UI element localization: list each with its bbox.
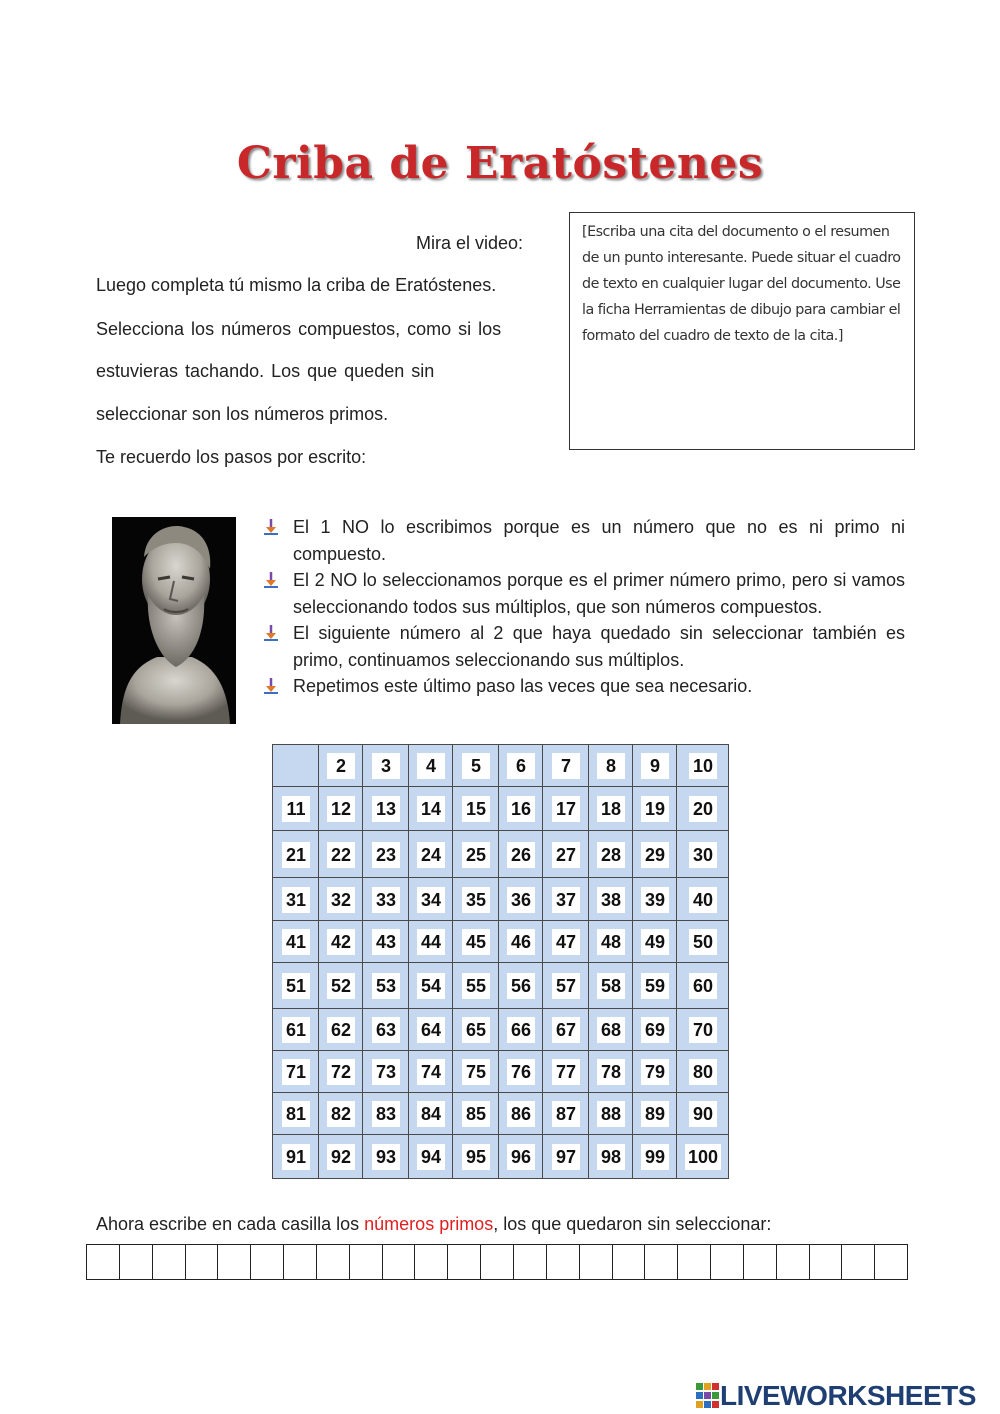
eratosthenes-portrait xyxy=(112,517,236,724)
intro-line-4: seleccionar son los números primos. xyxy=(96,404,389,424)
grid-number: 14 xyxy=(417,796,445,822)
grid-cell[interactable] xyxy=(452,877,499,921)
grid-number: 27 xyxy=(552,842,580,868)
grid-cell[interactable] xyxy=(408,877,453,921)
grid-number: 24 xyxy=(417,842,445,868)
grid-cell[interactable] xyxy=(676,1134,729,1179)
step-item xyxy=(262,620,905,673)
grid-cell[interactable] xyxy=(676,1008,729,1051)
grid-cell[interactable] xyxy=(542,1008,589,1051)
answer-box[interactable] xyxy=(841,1245,874,1279)
grid-number: 60 xyxy=(689,973,717,999)
grid-number: 23 xyxy=(372,842,400,868)
grid-number: 81 xyxy=(282,1101,310,1127)
grid-number: 37 xyxy=(552,887,580,913)
grid-cell[interactable] xyxy=(632,1008,677,1051)
grid-cell[interactable] xyxy=(452,962,499,1009)
answer-boxes xyxy=(86,1244,908,1280)
grid-number: 49 xyxy=(641,929,669,955)
grid-number: 85 xyxy=(462,1101,490,1127)
grid-cell[interactable] xyxy=(318,920,363,963)
answer-box[interactable] xyxy=(414,1245,447,1279)
grid-cell[interactable] xyxy=(542,920,589,963)
grid-cell[interactable] xyxy=(318,962,363,1009)
grid-number: 19 xyxy=(641,796,669,822)
grid-cell[interactable] xyxy=(318,1008,363,1051)
grid-number: 76 xyxy=(507,1059,535,1085)
grid-cell[interactable] xyxy=(272,1050,319,1093)
grid-number: 42 xyxy=(327,929,355,955)
answer-box[interactable] xyxy=(644,1245,677,1279)
grid-cell[interactable] xyxy=(542,962,589,1009)
grid-number: 44 xyxy=(417,929,445,955)
grid-cell[interactable] xyxy=(498,877,543,921)
grid-number: 56 xyxy=(507,973,535,999)
prompt-text-before: Ahora escribe en cada casilla los xyxy=(96,1214,365,1234)
grid-cell[interactable] xyxy=(542,786,589,831)
grid-cell[interactable] xyxy=(452,786,499,831)
step-text: El 2 NO lo seleccionamos porque es el primer número primo, pero si vamos seleccionando todos sus múltiplos, que son números compuestos. xyxy=(293,570,905,617)
grid-number: 26 xyxy=(507,842,535,868)
grid-cell[interactable] xyxy=(452,1092,499,1135)
grid-cell[interactable] xyxy=(362,786,409,831)
step-text: El siguiente número al 2 que haya quedado sin seleccionar también es primo, continuamos seleccionando sus múltiplos. xyxy=(293,623,905,670)
grid-number: 73 xyxy=(372,1059,400,1085)
grid-number: 100 xyxy=(685,1144,721,1170)
grid-cell[interactable] xyxy=(676,920,729,963)
grid-cell[interactable] xyxy=(362,1134,409,1179)
grid-number: 31 xyxy=(282,887,310,913)
grid-cell[interactable] xyxy=(498,1008,543,1051)
grid-number: 32 xyxy=(327,887,355,913)
answer-box[interactable] xyxy=(612,1245,645,1279)
grid-cell[interactable] xyxy=(542,744,589,787)
grid-number: 25 xyxy=(462,842,490,868)
grid-number: 7 xyxy=(552,753,580,779)
grid-number: 46 xyxy=(507,929,535,955)
grid-cell[interactable] xyxy=(632,920,677,963)
prompt-highlight: números primos xyxy=(364,1214,494,1234)
grid-cell[interactable] xyxy=(676,830,729,878)
grid-number: 55 xyxy=(462,973,490,999)
grid-number: 86 xyxy=(507,1101,535,1127)
grid-number: 62 xyxy=(327,1017,355,1043)
grid-cell[interactable] xyxy=(632,744,677,787)
grid-cell[interactable] xyxy=(362,962,409,1009)
grid-number: 28 xyxy=(597,842,625,868)
step-text: El 1 NO lo escribimos porque es un número que no es ni primo ni compuesto. xyxy=(293,517,905,564)
grid-cell[interactable] xyxy=(408,1134,453,1179)
intro-line-1: Luego completa tú mismo la criba de Eratóstenes. xyxy=(96,275,497,295)
grid-cell[interactable] xyxy=(272,920,319,963)
grid-number: 11 xyxy=(282,796,310,822)
grid-number: 91 xyxy=(282,1144,310,1170)
grid-number: 58 xyxy=(597,973,625,999)
grid-cell[interactable] xyxy=(588,1050,633,1093)
grid-cell[interactable] xyxy=(498,920,543,963)
grid-number: 87 xyxy=(552,1101,580,1127)
grid-number: 96 xyxy=(507,1144,535,1170)
grid-cell[interactable] xyxy=(676,962,729,1009)
answer-box[interactable] xyxy=(513,1245,546,1279)
grid-cell[interactable] xyxy=(676,744,729,787)
logo-text: LIVEWORKSHEETS xyxy=(720,1380,976,1411)
grid-cell[interactable] xyxy=(588,1008,633,1051)
grid-cell[interactable] xyxy=(542,830,589,878)
grid-cell[interactable] xyxy=(498,962,543,1009)
answer-box[interactable] xyxy=(87,1245,119,1279)
grid-number: 43 xyxy=(372,929,400,955)
grid-cell[interactable] xyxy=(272,830,319,878)
grid-cell[interactable] xyxy=(272,1092,319,1135)
grid-number: 95 xyxy=(462,1144,490,1170)
grid-cell[interactable] xyxy=(452,920,499,963)
grid-cell[interactable] xyxy=(408,1008,453,1051)
answer-box[interactable] xyxy=(710,1245,743,1279)
grid-cell[interactable] xyxy=(318,1134,363,1179)
grid-cell[interactable] xyxy=(408,786,453,831)
bust-image xyxy=(112,517,236,724)
grid-number: 64 xyxy=(417,1017,445,1043)
grid-cell[interactable] xyxy=(588,786,633,831)
grid-number: 17 xyxy=(552,796,580,822)
grid-number: 5 xyxy=(462,753,490,779)
grid-cell[interactable] xyxy=(272,786,319,831)
grid-cell[interactable] xyxy=(676,786,729,831)
grid-number: 71 xyxy=(282,1059,310,1085)
logo-mark-icon xyxy=(696,1383,720,1409)
grid-number: 18 xyxy=(597,796,625,822)
answer-box[interactable] xyxy=(579,1245,612,1279)
answer-box[interactable] xyxy=(447,1245,480,1279)
arrow-bullet-icon xyxy=(264,519,278,535)
grid-number: 65 xyxy=(462,1017,490,1043)
grid-cell[interactable] xyxy=(362,744,409,787)
grid-number: 72 xyxy=(327,1059,355,1085)
grid-cell[interactable] xyxy=(588,1092,633,1135)
step-text: Repetimos este último paso las veces que sea necesario. xyxy=(293,676,753,696)
grid-cell[interactable] xyxy=(498,744,543,787)
grid-number: 84 xyxy=(417,1101,445,1127)
grid-cell[interactable] xyxy=(542,1050,589,1093)
grid-cell[interactable] xyxy=(362,877,409,921)
answer-box[interactable] xyxy=(283,1245,316,1279)
grid-cell[interactable] xyxy=(542,1134,589,1179)
step-item xyxy=(262,567,905,620)
sieve-grid xyxy=(272,744,728,1178)
grid-cell[interactable] xyxy=(318,786,363,831)
intro-line-2: Selecciona los números compuestos, como si los xyxy=(96,319,502,339)
grid-number: 83 xyxy=(372,1101,400,1127)
grid-number: 30 xyxy=(689,842,717,868)
page-title: Criba de Eratóstenes xyxy=(236,138,764,189)
grid-number: 33 xyxy=(372,887,400,913)
grid-cell[interactable] xyxy=(318,830,363,878)
grid-cell[interactable] xyxy=(498,1134,543,1179)
grid-number: 34 xyxy=(417,887,445,913)
grid-number: 51 xyxy=(282,973,310,999)
grid-number: 45 xyxy=(462,929,490,955)
grid-number: 80 xyxy=(689,1059,717,1085)
grid-cell[interactable] xyxy=(362,1050,409,1093)
grid-number: 93 xyxy=(372,1144,400,1170)
grid-cell[interactable] xyxy=(362,920,409,963)
grid-cell[interactable] xyxy=(632,1092,677,1135)
grid-number: 20 xyxy=(689,796,717,822)
grid-number: 78 xyxy=(597,1059,625,1085)
grid-cell[interactable] xyxy=(408,920,453,963)
grid-cell[interactable] xyxy=(408,1092,453,1135)
grid-number: 48 xyxy=(597,929,625,955)
grid-cell[interactable] xyxy=(272,962,319,1009)
answer-box[interactable] xyxy=(217,1245,250,1279)
grid-number: 70 xyxy=(689,1017,717,1043)
arrow-bullet-icon xyxy=(264,678,278,694)
grid-number: 88 xyxy=(597,1101,625,1127)
answer-prompt xyxy=(96,1214,771,1235)
grid-cell[interactable] xyxy=(498,830,543,878)
grid-number: 67 xyxy=(552,1017,580,1043)
grid-number: 40 xyxy=(689,887,717,913)
grid-cell[interactable] xyxy=(408,962,453,1009)
grid-number: 15 xyxy=(462,796,490,822)
grid-number: 57 xyxy=(552,973,580,999)
grid-number: 59 xyxy=(641,973,669,999)
grid-number: 79 xyxy=(641,1059,669,1085)
video-label: Mira el video: xyxy=(416,233,524,253)
grid-cell[interactable] xyxy=(498,1050,543,1093)
grid-cell[interactable] xyxy=(318,744,363,787)
prompt-text-after: , los que quedaron sin seleccionar: xyxy=(493,1214,772,1234)
grid-number: 16 xyxy=(507,796,535,822)
answer-box[interactable] xyxy=(546,1245,579,1279)
grid-cell[interactable] xyxy=(588,1134,633,1179)
grid-cell[interactable] xyxy=(542,877,589,921)
grid-cell[interactable] xyxy=(272,744,319,787)
grid-number: 29 xyxy=(641,842,669,868)
answer-box[interactable] xyxy=(349,1245,382,1279)
quote-box[interactable]: [Escriba una cita del documento o el resumen de un punto interesante. Puede situar el cuadro de texto en cualquier lugar del documento. Use la ficha Herramientas de dibujo para cambiar el formato del cuadro de texto de la cita.] xyxy=(569,212,915,450)
grid-cell[interactable] xyxy=(588,830,633,878)
grid-cell[interactable] xyxy=(632,1050,677,1093)
answer-box[interactable] xyxy=(382,1245,415,1279)
grid-cell[interactable] xyxy=(318,877,363,921)
grid-number: 82 xyxy=(327,1101,355,1127)
grid-number: 13 xyxy=(372,796,400,822)
grid-number: 22 xyxy=(327,842,355,868)
grid-cell[interactable] xyxy=(408,744,453,787)
grid-number: 99 xyxy=(641,1144,669,1170)
grid-cell[interactable] xyxy=(588,877,633,921)
grid-cell[interactable] xyxy=(362,830,409,878)
grid-cell[interactable] xyxy=(588,962,633,1009)
grid-number: 2 xyxy=(327,753,355,779)
grid-number: 89 xyxy=(641,1101,669,1127)
step-item xyxy=(262,673,905,700)
answer-box[interactable] xyxy=(743,1245,776,1279)
grid-cell[interactable] xyxy=(362,1092,409,1135)
grid-cell[interactable] xyxy=(676,877,729,921)
grid-number: 75 xyxy=(462,1059,490,1085)
grid-cell[interactable] xyxy=(588,920,633,963)
grid-cell[interactable] xyxy=(632,877,677,921)
grid-number: 9 xyxy=(641,753,669,779)
answer-box[interactable] xyxy=(776,1245,809,1279)
answer-box[interactable] xyxy=(874,1245,907,1279)
grid-cell[interactable] xyxy=(498,786,543,831)
liveworksheets-logo xyxy=(696,1381,976,1411)
grid-cell[interactable] xyxy=(542,1092,589,1135)
grid-number: 97 xyxy=(552,1144,580,1170)
grid-number: 66 xyxy=(507,1017,535,1043)
grid-number: 12 xyxy=(327,796,355,822)
answer-box[interactable] xyxy=(809,1245,842,1279)
answer-box[interactable] xyxy=(250,1245,283,1279)
answer-box[interactable] xyxy=(119,1245,152,1279)
grid-number: 4 xyxy=(417,753,445,779)
grid-number: 39 xyxy=(641,887,669,913)
answer-box[interactable] xyxy=(677,1245,710,1279)
grid-cell[interactable] xyxy=(272,877,319,921)
grid-cell[interactable] xyxy=(272,1008,319,1051)
answer-box[interactable] xyxy=(480,1245,513,1279)
intro-line-3: estuvieras tachando. Los que queden sin xyxy=(96,361,435,381)
grid-cell[interactable] xyxy=(632,962,677,1009)
grid-number: 52 xyxy=(327,973,355,999)
arrow-bullet-icon xyxy=(264,572,278,588)
grid-number: 10 xyxy=(689,753,717,779)
grid-cell[interactable] xyxy=(452,1134,499,1179)
grid-number: 41 xyxy=(282,929,310,955)
answer-box[interactable] xyxy=(316,1245,349,1279)
grid-number: 68 xyxy=(597,1017,625,1043)
grid-number: 98 xyxy=(597,1144,625,1170)
grid-number: 74 xyxy=(417,1059,445,1085)
grid-cell[interactable] xyxy=(362,1008,409,1051)
grid-number: 21 xyxy=(282,842,310,868)
grid-cell[interactable] xyxy=(452,1008,499,1051)
grid-number: 8 xyxy=(597,753,625,779)
grid-cell[interactable] xyxy=(676,1092,729,1135)
grid-cell[interactable] xyxy=(676,1050,729,1093)
grid-cell[interactable] xyxy=(452,1050,499,1093)
grid-cell[interactable] xyxy=(452,744,499,787)
answer-box[interactable] xyxy=(185,1245,218,1279)
grid-number: 92 xyxy=(327,1144,355,1170)
grid-number: 38 xyxy=(597,887,625,913)
grid-number: 77 xyxy=(552,1059,580,1085)
answer-box[interactable] xyxy=(152,1245,185,1279)
grid-number: 94 xyxy=(417,1144,445,1170)
grid-cell[interactable] xyxy=(588,744,633,787)
grid-cell[interactable] xyxy=(318,1050,363,1093)
grid-cell[interactable] xyxy=(272,1134,319,1179)
grid-cell[interactable] xyxy=(408,830,453,878)
grid-cell[interactable] xyxy=(452,830,499,878)
grid-number: 3 xyxy=(372,753,400,779)
grid-number: 90 xyxy=(689,1101,717,1127)
grid-number: 47 xyxy=(552,929,580,955)
grid-number: 63 xyxy=(372,1017,400,1043)
grid-number: 54 xyxy=(417,973,445,999)
grid-cell[interactable] xyxy=(318,1092,363,1135)
grid-number: 35 xyxy=(462,887,490,913)
grid-number: 69 xyxy=(641,1017,669,1043)
grid-cell[interactable] xyxy=(632,786,677,831)
grid-cell[interactable] xyxy=(632,1134,677,1179)
steps-list xyxy=(262,514,905,700)
intro-line-5: Te recuerdo los pasos por escrito: xyxy=(96,447,367,467)
grid-cell[interactable] xyxy=(408,1050,453,1093)
grid-number: 53 xyxy=(372,973,400,999)
grid-number: 50 xyxy=(689,929,717,955)
step-item xyxy=(262,514,905,567)
arrow-bullet-icon xyxy=(264,625,278,641)
grid-number: 61 xyxy=(282,1017,310,1043)
grid-number: 36 xyxy=(507,887,535,913)
grid-cell[interactable] xyxy=(632,830,677,878)
grid-cell[interactable] xyxy=(498,1092,543,1135)
grid-number: 6 xyxy=(507,753,535,779)
